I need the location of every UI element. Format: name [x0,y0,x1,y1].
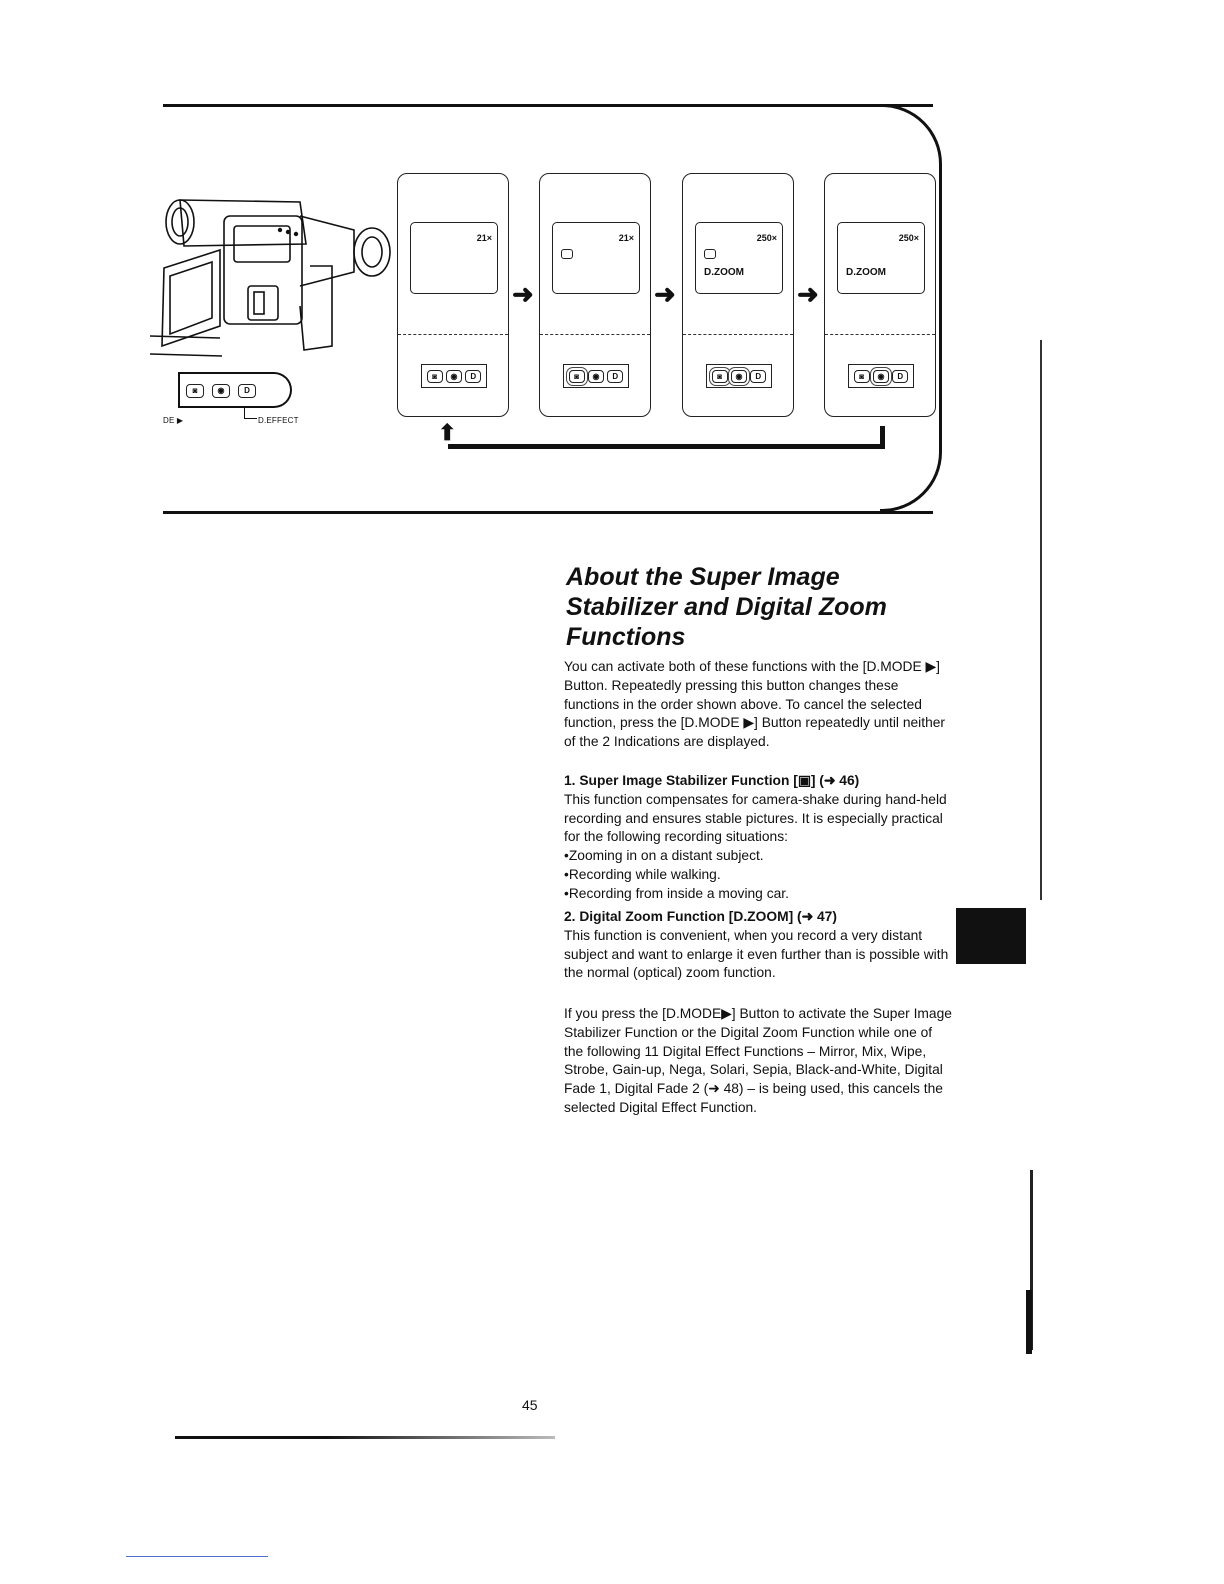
d-zoom-readout: D.ZOOM [704,267,744,278]
note-paragraph: If you press the [D.MODE▶] Button to activate the Super Image Stabilizer Function or the Digital Zoom Function while one of the following 11 Digital Effect Functions – Mirror, Mix, Wipe, Strobe, Gain-up, Nega, Solari, Sepia, Black-and-White, Digital Fade 1, Digital Fade 2 (➜ 48) – is being used, this cancels the selected Digital Effect Function. [564,1006,952,1115]
d-icon: D [607,370,623,383]
title-line-1: About the Super Image [566,563,840,591]
zoom-readout: 21× [476,233,492,243]
return-arrow-icon: ⬆ [438,420,457,445]
stabilizer-icon [704,249,716,259]
zoom-readout: 21× [618,233,634,243]
mode-panel-3 [682,173,794,417]
stabilizer-icon: ◙ [854,370,870,383]
mode-indicator [706,364,772,388]
d-icon: D [750,370,766,383]
camcorder-illustration [150,186,396,366]
intro-paragraph: You can activate both of these functions with the [D.MODE ▶] Button. Repeatedly pressing this button changes these functions in the order shown above. To cancel the selected function, press the [D.MODE ▶] Button repeatedly until neither of the 2 Indications are displayed. [564,659,946,750]
zoom-readout: 250× [756,233,777,243]
return-loop-riser [880,426,885,449]
mode-indicator [421,364,487,388]
d-effect-label: D.EFFECT [258,416,299,425]
zoom-icon: ◉ [588,370,604,383]
item-2-heading: 2. Digital Zoom Function [D.ZOOM] (➜ 47) [564,909,837,924]
title-line-3: Functions [566,623,686,651]
mode-indicator [563,364,629,388]
zoom-readout: 250× [898,233,919,243]
item-2-text: This function is convenient, when you record a very distant subject and want to enlarge it even further than is possible with the normal (optical) zoom function. [564,927,949,981]
list-item: • Recording from inside a moving car. [564,885,954,904]
bottom-edge-line [126,1556,268,1557]
viewfinder-screen [695,222,783,294]
d-effect-leader-line [244,406,257,419]
stabilizer-icon: ◙ [427,370,443,383]
item-1-bullet-list [564,847,954,903]
zoom-icon: ◉ [873,370,889,383]
mode-panel-1 [397,173,509,417]
d-icon: D [465,370,481,383]
figure-top-rule [163,104,933,107]
list-item: • Zooming in on a distant subject. [564,847,954,866]
stabilizer-icon: ◙ [186,384,204,398]
chapter-thumb-tab [956,908,1026,964]
stabilizer-icon: ◙ [569,370,585,383]
footer-rule [175,1436,555,1439]
mode-label: DE ▶ [163,416,184,425]
d-zoom-readout: D.ZOOM [846,267,886,278]
d-icon: D [238,384,256,398]
mode-indicator [848,364,914,388]
zoom-icon: ◉ [212,384,230,398]
panel-divider [825,334,935,335]
item-1-heading: 1. Super Image Stabilizer Function [▣] (➜ 46) [564,773,860,788]
stabilizer-icon [561,249,573,259]
figure-bottom-rule [163,511,933,514]
d-mode-button-strip [178,372,266,408]
zoom-icon: ◉ [731,370,747,383]
return-loop-line [448,444,884,449]
viewfinder-screen [552,222,640,294]
mode-panel-4 [824,173,936,417]
next-arrow-icon: ➜ [512,279,534,309]
viewfinder-screen [837,222,925,294]
item-2 [564,908,954,983]
stabilizer-icon: ◙ [712,370,728,383]
item-1-text: This function compensates for camera-shake during hand-held recording and ensures stable pictures. It is especially practical for the following recording situations: [564,791,947,845]
margin-line [1040,340,1042,900]
panel-divider [540,334,650,335]
list-item: • Recording while walking. [564,866,954,885]
title-line-2: Stabilizer and Digital Zoom [566,593,887,621]
d-mode-button-strip-end [256,372,292,408]
panel-divider [398,334,508,335]
page-number: 45 [522,1397,538,1413]
zoom-icon: ◉ [446,370,462,383]
next-arrow-icon: ➜ [654,279,676,309]
panel-divider [683,334,793,335]
item-1 [564,772,954,904]
viewfinder-screen [410,222,498,294]
mode-panel-2 [539,173,651,417]
section-title [566,562,966,652]
next-arrow-icon: ➜ [797,279,819,309]
margin-line [1026,1290,1032,1354]
d-icon: D [892,370,908,383]
